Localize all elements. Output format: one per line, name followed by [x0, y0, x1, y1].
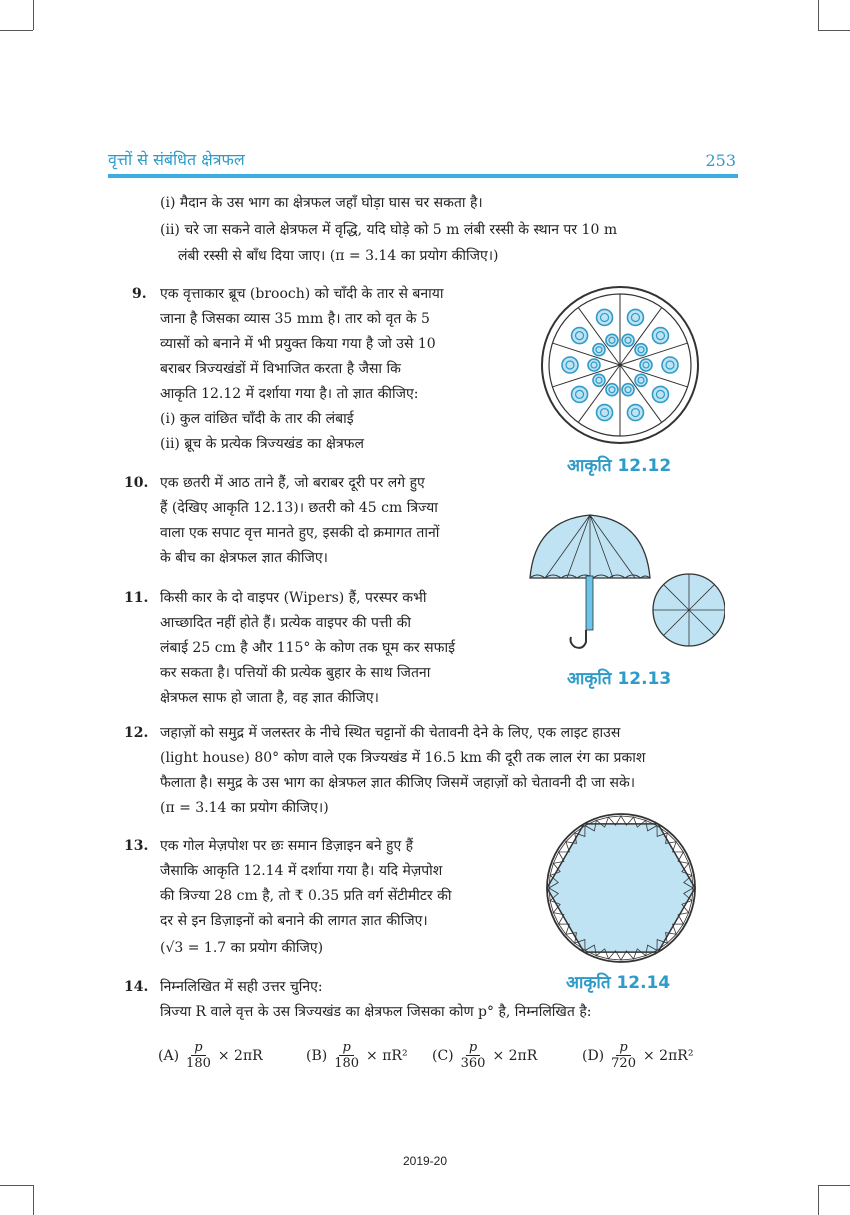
header-rule: [108, 174, 738, 178]
fraction-denominator: 360: [460, 1056, 486, 1071]
q13-line: एक गोल मेज़पोश पर छः समान डिज़ाइन बने हुए हैं: [160, 838, 414, 854]
crop-mark: [818, 1185, 850, 1186]
swirl-motif: [635, 344, 647, 356]
figure-caption: आकृति 12.12: [567, 456, 672, 476]
q9-line: (ii) ब्रूच के प्रत्येक त्रिज्यखंड का क्षेत्रफल: [160, 436, 364, 452]
option-expression: × πR²: [366, 1047, 408, 1064]
option-label: (A): [158, 1047, 180, 1064]
q9-line: बराबर त्रिज्यखंडों में विभाजित करता है जैसा कि: [160, 361, 401, 377]
option-expression: × 2πR²: [642, 1047, 694, 1064]
figure-caption: आकृति 12.13: [567, 669, 672, 689]
q11-line: आच्छादित नहीं होते हैं। प्रत्येक वाइपर की पत्ती की: [160, 615, 412, 631]
swirl-motif: [627, 309, 643, 325]
q11-line: क्षेत्रफल साफ हो जाता है, वह ज्ञात कीजिए।: [160, 690, 379, 706]
question-number: 14.: [124, 979, 149, 995]
question-number: 10.: [124, 475, 149, 491]
swirl-motif: [572, 328, 588, 344]
option-c: [432, 1040, 537, 1071]
q9-line: एक वृत्ताकार ब्रूच (brooch) को चाँदी के तार से बनाया: [160, 286, 444, 302]
swirl-motif: [606, 334, 618, 346]
q13-line: जैसाकि आकृति 12.14 में दर्शाया गया है। यदि मेज़पोश: [160, 863, 443, 879]
swirl-motif: [562, 357, 578, 373]
fraction: [331, 1040, 362, 1071]
swirl-motif: [593, 344, 605, 356]
chapter-title: वृत्तों से संबंधित क्षेत्रफल: [108, 150, 245, 169]
fraction-denominator: 180: [186, 1056, 211, 1071]
option-expression: × 2πR: [492, 1047, 538, 1064]
fraction-denominator: 720: [611, 1056, 636, 1071]
swirl-motif: [652, 386, 668, 402]
question-number: 9.: [132, 286, 147, 302]
swirl-motif: [622, 384, 634, 396]
page-number: 253: [705, 151, 736, 170]
swirl-motif: [627, 405, 643, 421]
option-label: (C): [432, 1047, 454, 1064]
swirl-motif: [640, 359, 652, 371]
q14-line: निम्नलिखित में सही उत्तर चुनिए:: [160, 979, 323, 995]
tablecover-figure: [536, 812, 706, 967]
fraction: [458, 1040, 489, 1071]
q12-line: (π = 3.14 का प्रयोग कीजिए।): [160, 800, 329, 816]
question-number: 13.: [124, 838, 149, 854]
option-b: [306, 1040, 408, 1071]
option-d: [582, 1040, 693, 1071]
swirl-motif: [588, 359, 600, 371]
fraction: [183, 1040, 214, 1071]
question-number: 12.: [124, 725, 149, 741]
swirl-motif: [662, 357, 678, 373]
q10-line: के बीच का क्षेत्रफल ज्ञात कीजिए।: [160, 550, 328, 566]
crop-mark: [0, 1185, 33, 1186]
umbrella-figure: [525, 510, 725, 660]
fraction-numerator: p: [191, 1040, 205, 1056]
crop-mark: [0, 30, 33, 31]
crop-mark: [818, 30, 850, 31]
q10-line: एक छतरी में आठ ताने हैं, जो बराबर दूरी पर लगे हुए: [160, 475, 425, 491]
crop-mark: [818, 0, 819, 30]
option-a: [158, 1040, 263, 1071]
swirl-motif: [597, 309, 613, 325]
swirl-motif: [572, 386, 588, 402]
q9-line: आकृति 12.12 में दर्शाया गया है। तो ज्ञात कीजिए:: [160, 386, 419, 402]
fraction-numerator: p: [616, 1040, 630, 1056]
q8-part-i: (i) मैदान के उस भाग का क्षेत्रफल जहाँ घोड़ा घास चर सकता है।: [160, 195, 483, 211]
option-expression: × 2πR: [217, 1047, 263, 1064]
figure-caption: आकृति 12.14: [566, 973, 671, 993]
brooch-figure: [535, 283, 705, 448]
q8-part-ii-cont: लंबी रस्सी से बाँध दिया जाए। (π = 3.14 का प्रयोग कीजिए।): [178, 248, 499, 264]
q11-line: किसी कार के दो वाइपर (Wipers) हैं, परस्पर कभी: [160, 590, 427, 606]
q12-line: फैलाता है। समुद्र के उस भाग का क्षेत्रफल ज्ञात कीजिए जिसमें जहाज़ों को चेतावनी दी जा सके।: [160, 775, 636, 791]
question-number: 11.: [124, 590, 149, 606]
q13-line: (√3 = 1.7 का प्रयोग कीजिए): [160, 940, 324, 956]
q8-part-ii: (ii) चरे जा सकने वाले क्षेत्रफल में वृद्धि, यदि घोड़े को 5 m लंबी रस्सी के स्थान पर 10 m: [160, 222, 618, 238]
q9-line: व्यासों को बनाने में भी प्रयुक्त किया गया है जो उसे 10: [160, 336, 436, 352]
crop-mark: [818, 1185, 819, 1215]
q10-line: हैं (देखिए आकृति 12.13)। छतरी को 45 cm त्रिज्या: [160, 500, 438, 516]
option-label: (B): [306, 1047, 328, 1064]
q9-line: जाना है जिसका व्यास 35 mm है। तार को वृत के 5: [160, 311, 430, 327]
crop-mark: [33, 0, 34, 30]
q12-line: जहाज़ों को समुद्र में जलस्तर के नीचे स्थित चट्टानों की चेतावनी देने के लिए, एक लाइट हाउस: [160, 725, 621, 741]
swirl-motif: [597, 405, 613, 421]
q11-line: लंबाई 25 cm है और 115° के कोण तक घूम कर सफाई: [160, 640, 455, 656]
q13-line: दर से इन डिज़ाइनों को बनाने की लागत ज्ञात कीजिए।: [160, 913, 428, 929]
swirl-motif: [606, 384, 618, 396]
swirl-motif: [622, 334, 634, 346]
q14-line: त्रिज्या R वाले वृत्त के उस त्रिज्यखंड का क्षेत्रफल जिसका कोण p° है, निम्नलिखित है:: [160, 1004, 592, 1020]
swirl-motif: [593, 374, 605, 386]
crop-mark: [33, 1185, 34, 1215]
option-label: (D): [582, 1047, 605, 1064]
q9-line: (i) कुल वांछित चाँदी के तार की लंबाई: [160, 411, 354, 427]
q12-line: (light house) 80° कोण वाले एक त्रिज्यखंड में 16.5 km की दूरी तक लाल रंग का प्रकाश: [160, 750, 646, 766]
q10-line: वाला एक सपाट वृत्त मानते हुए, इसकी दो क्रमागत तानों: [160, 525, 440, 541]
swirl-motif: [635, 374, 647, 386]
fraction-numerator: p: [339, 1040, 353, 1056]
q11-line: कर सकता है। पत्तियों की प्रत्येक बुहार के साथ जितना: [160, 665, 431, 681]
fraction-numerator: p: [466, 1040, 480, 1056]
fraction-denominator: 180: [334, 1056, 360, 1071]
swirl-motif: [652, 328, 668, 344]
fraction: [608, 1040, 639, 1071]
q13-line: की त्रिज्या 28 cm है, तो ₹ 0.35 प्रति वर्ग सेंटीमीटर की: [160, 888, 452, 904]
footer-year: 2019-20: [402, 1154, 448, 1168]
